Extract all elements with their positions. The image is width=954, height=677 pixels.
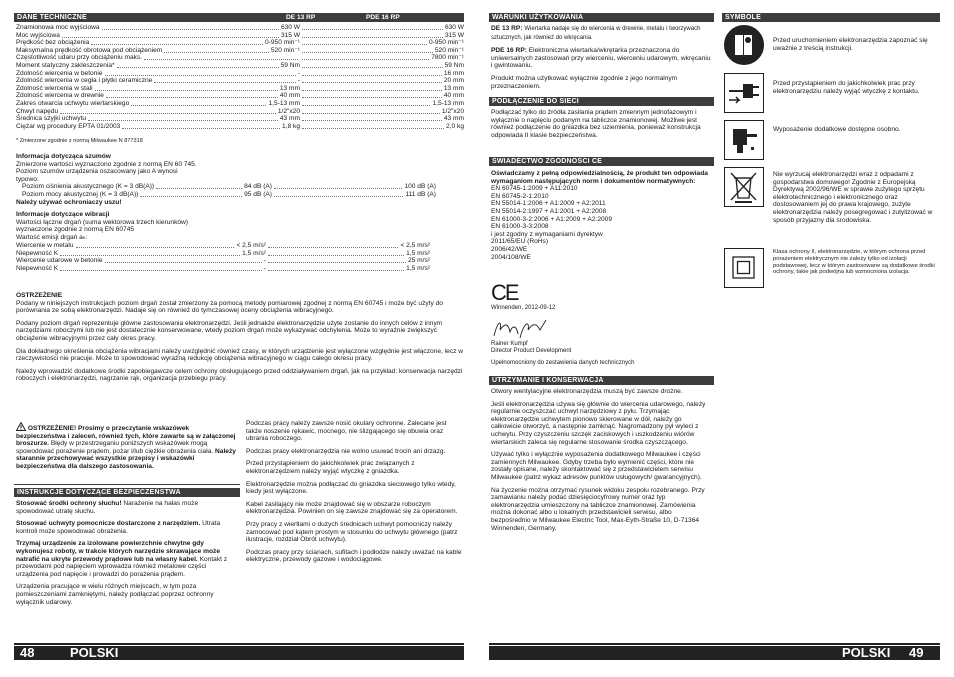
safety-instructions-continued	[246, 420, 464, 569]
row-label: Średnica szyjki uchwytu	[16, 115, 86, 123]
safety-warning-bold: OSTRZEŻENIE! Prosimy o przeczytanie wskazówek bezpieczeństwa i zaleceń, również tych, które zawarte są w załączonej broszurze.	[16, 425, 236, 448]
symbol-description: Nie wyrzucaj elektronarzędzi wraz z odpadami z gospodarstwa domowego! Zgodnie z Europejską Dyrektywą 2002/96/WE w sprawie zużytego sprzętu elektrotechnicznego i elektronicznego oraz dostosowaniem jej do prawa krajowego, zużyte elektronarzędzia należy posegregować i zutylizować w sposób przyjazny dla środowiska.	[773, 171, 933, 224]
row-label: Chwyt napędu	[16, 107, 59, 115]
vibration-table	[16, 242, 430, 272]
row-label: Ciężar wg procedury EPTA 01/2003	[16, 122, 121, 130]
table-row	[16, 77, 464, 85]
value-col1: 40 mm	[279, 92, 300, 100]
noise-title: Informacja dotycząca szumów	[16, 153, 111, 160]
footer-left	[14, 646, 464, 660]
dot-leader	[302, 124, 444, 129]
signatory-role: Director Product Development	[491, 348, 572, 354]
row-label: Maksymalna prędkość obrotowa pod obciążeniem	[16, 46, 163, 54]
value-col2: 13 mm	[443, 84, 464, 92]
value-col1: 13 mm	[279, 84, 300, 92]
list-item: EN 55014-1:2006 + A1:2009 + A2:2011	[491, 200, 606, 208]
row-label: Zdolność wiercenia w drewnie	[16, 92, 104, 100]
maintenance-text: Używać tylko i wyłącznie wyposażenia dodatkowego Milwaukee i części zamiennych Milwaukee. Gdyby trzeba było wymienić części, które nie zostały opisane, należy skontaktować się z przedstawicielem serwisu Milwaukee (patrz wykaz adresów punktów usługowych/ gwarancyjnych).	[491, 451, 702, 481]
warning-paragraph: Podany w niniejszych instrukcjach poziom drgań został zmierzony za pomocą metody pomiarowej zgodnej z normą EN 60745 i może być użyty do porównania ze sobą elektronarzędzi. Nadaje się on również do tymczasowej oceny obciążenia wibracyjnego.	[16, 299, 443, 315]
value-col1: 630 W	[280, 24, 300, 31]
value-col2: < 2,5 m/s²	[400, 242, 430, 249]
row-label: Zdolność wiercenia w betonie	[16, 69, 103, 77]
list-item: 2006/42/WE	[491, 245, 528, 253]
maintenance-text: Otwory wentylacyjne elektronarzędzia muszą być zawsze drożne.	[491, 388, 683, 395]
warning-title: OSTRZEŻENIE	[16, 292, 63, 299]
safety-text: Narażenie na hałas może spowodować utratę słuchu.	[16, 500, 199, 515]
row-label: Wiercenie w metalu	[16, 242, 74, 249]
safety-warning-box	[16, 422, 238, 471]
signatory-name: Rainer Kumpf	[491, 341, 528, 347]
safety-text: Utrata kontroli może spowodować obrażenia.	[16, 520, 221, 535]
safety-text: Elektronarzędzie można podłączać do gniazdka sieciowego tylko wtedy, kiedy jest wyłączone.	[246, 480, 456, 496]
table-row	[16, 115, 464, 123]
list-item: EN 60745-2-1:2010	[491, 192, 549, 200]
page-number: 48	[20, 645, 35, 660]
directives-list	[491, 231, 713, 261]
safety-instructions	[16, 500, 238, 611]
dot-leader	[302, 101, 430, 106]
footnote: * Zmierzone zgodnie z normą Milwaukee N 877318	[16, 138, 143, 144]
table-row	[16, 108, 464, 116]
noise-table	[22, 183, 436, 198]
noise-line: typowo:	[16, 175, 39, 183]
table-row	[16, 242, 430, 250]
table-row	[16, 24, 464, 32]
noise-section	[16, 153, 456, 183]
table-row	[16, 100, 464, 108]
safety-warning-text: Błędy w przestrzeganiu poniższych wskazówek mogą spowodować porażenie prądem, pożar i/lub ciężkie obrażenia ciała.	[16, 440, 214, 455]
value-col2: 25 m/s²	[408, 257, 430, 265]
dot-leader	[140, 192, 242, 197]
table-row	[16, 85, 464, 93]
section-header-safety: INSTRUKCJE DOTYCZĄCE BEZPIECZEŃSTWA	[14, 488, 240, 497]
list-item: EN 61000-3-2:2006 + A1:2009 + A2:2009	[491, 215, 612, 223]
row-label: Niepewność K	[16, 249, 59, 257]
noise-line: Zmierzone wartości wyznaczono zgodnie z normą EN 60 745.	[16, 160, 197, 168]
spec-table	[16, 24, 464, 130]
table-row	[16, 257, 430, 265]
table-row	[16, 70, 464, 78]
value-col1: -	[297, 69, 300, 77]
section-header-conditions: WARUNKI UŻYTKOWANIA	[489, 13, 714, 22]
dot-leader	[302, 78, 442, 83]
value-col2: 43 mm	[443, 115, 464, 123]
dot-leader	[274, 192, 403, 197]
model-label: PDE 16 RP:	[491, 47, 527, 55]
value-col2: 100 dB (A)	[404, 183, 436, 190]
dot-leader	[302, 109, 440, 114]
noise-line: Poziom szumów urządzenia oszacowany jako A wynosi	[16, 168, 178, 176]
dot-leader	[131, 101, 266, 106]
row-label: Prędkość bez obciążenia	[16, 39, 90, 47]
conditions-text: Wiertarka nadaje się do wiercenia w drewnie, metalu i tworzywach sztucznych, jak również do wkręcania.	[491, 26, 701, 41]
safety-text: Przy pracy z wiertłami o dużych średnicach uchwyt pomocniczy należy zamocować pod kątem prostym w stosunku do uchwytu głównego (patrz ilustracje, rozdział Obrót uchwytu).	[246, 520, 458, 544]
dot-leader	[268, 251, 404, 256]
dot-leader	[88, 116, 278, 121]
safety-text: Kabel zasilający nie może znajdować się w obszarze roboczym elektronarzędzia. Powinien on się zawsze znajdować się za operatorem.	[246, 500, 458, 516]
vibration-section	[16, 211, 456, 241]
footer-language: POLSKI	[70, 645, 119, 660]
table-row	[22, 183, 436, 191]
conformity-statement: Oświadczamy z pełną odpowiedzialnością, że produkt ten odpowiada wymaganiom następujących norm i dokumentów normatywnych:	[491, 170, 708, 185]
dot-leader	[60, 251, 240, 256]
value-col1: 1/2"x20	[277, 107, 300, 115]
safety-text: Urządzenia pracujące w wielu różnych miejscach, w tym poza pomieszczeniami zamkniętymi, należy podłączać poprzez ochronny wyłącznik udarowy.	[16, 583, 214, 606]
value-col2: 20 mm	[443, 77, 464, 85]
maintenance-text: Jeśli elektronarzędzia używa się głównie do wiercenia udarowego, należy regularnie oczyszczać uchwyt narzędziowy z pyłu. Trzymając elektronarzędzie uchwytem pionowo skierowane w dół, należy go całkowicie otworzyć, a następnie zamknąć. Nagromadzony pył wyleci z uchwytu. Przy czyszczeniu szczęk zaciskowych i uszkodzeniu wiórów wiertarskich zaleca się regularne stosowanie środka czyszczącego.	[491, 400, 706, 446]
ear-protection-note: Należy używać ochroniaczy uszu!	[16, 199, 122, 206]
safety-text: Podczas pracy należy zawsze nosić okulary ochronne. Zalecane jest także noszenie rękawic, mocnego, nie ślizgającego się obuwia oraz ubrania roboczego.	[246, 420, 447, 443]
dot-leader	[268, 266, 404, 271]
dot-leader	[302, 25, 443, 30]
class-ii-icon	[724, 248, 764, 288]
symbol-description: Wyposażenie dodatkowe dostępne osobno.	[773, 126, 901, 133]
maintenance-block	[491, 388, 713, 537]
standards-list	[491, 185, 713, 231]
footer-language: POLSKI	[842, 645, 891, 660]
unplug-icon	[724, 73, 764, 113]
value-col2: 630 W	[444, 24, 464, 31]
row-label: Zdolność wiercenia w cegła i płytki ceramiczne	[16, 77, 153, 85]
value-col2: 1/2"x20	[441, 107, 464, 115]
warning-triangle-icon	[16, 422, 26, 431]
section-header-technical-data: DANE TECHNICZNE	[14, 13, 464, 22]
table-row	[16, 47, 464, 55]
conditions-block	[491, 25, 713, 95]
table-row	[16, 39, 464, 47]
safety-text: Podczas pracy elektronarzędzia nie wolno usuwać trocin ani drzazg.	[246, 447, 446, 455]
row-label: Poziom mocy akustycznej (K = 3 dB(A))	[22, 190, 139, 198]
row-label: Zdolność wiercenia w stali	[16, 84, 93, 92]
conformity-block	[491, 170, 713, 261]
value-col1: 1,5-13 mm	[268, 99, 300, 107]
page-number: 49	[909, 645, 924, 660]
list-item: EN 55014-2:1997 + A1:2001 + A2:2008	[491, 207, 607, 215]
value-col2: 1,5 m/s²	[406, 264, 430, 272]
value-col1: 59 Nm	[280, 61, 300, 69]
section-header-symbols: SYMBOLE	[722, 13, 940, 22]
symbol-description: Przed uruchomieniem elektronarzędzia zapoznać się uważnie z treścią instrukcji.	[773, 37, 928, 52]
warning-paragraph: Należy wprowadzić dodatkowe środki zapobiegawcze celem ochrony obsługującego przed oddziaływaniem drgań, jak na przykład: konserwacja narzędzi roboczych i elektronarzędzi, nagrzanie rąk, organizacja przebiegu pracy.	[16, 367, 463, 383]
place-date: Winnenden, 2012-09-12	[491, 305, 556, 311]
footer-right	[489, 646, 940, 660]
dot-leader	[154, 78, 296, 83]
maintenance-text: Na życzenie można otrzymać rysunek widoku zespołu rozebranego. Przy zamawianiu należy podać dziesięciocyfrowy numer oraz typ elektronarzędzia umieszczony na tabliczce znamionowej. Zamówienia można dokonać albo u lokalnych przedstawicieli serwisu, albo bezpośrednio w Milwaukee Electric Tool, Max-Eyth-Straße 10, D-71364 Winnenden, Germany.	[491, 486, 705, 532]
rule	[14, 484, 240, 485]
section-header-conformity: ŚWIADECTWO ZGODNOŚCI CE	[489, 157, 714, 166]
dot-leader	[302, 55, 429, 60]
dot-leader	[302, 63, 443, 68]
value-col1: < 2,5 m/s²	[236, 242, 266, 249]
list-item: EN 60745-1:2009 + A11:2010	[491, 185, 578, 193]
safety-text: Przed przystąpieniem do jakichkolwiek prac związanych z elektronarzędziem należy wyjąć wtyczkę z gniazdka.	[246, 460, 415, 475]
value-col1: 520 min⁻¹	[270, 46, 300, 54]
list-item: EN 61000-3-3:2008	[491, 223, 549, 231]
value-col1: 1,8 kg	[282, 122, 300, 130]
value-col2: 111 dB (A)	[405, 190, 436, 198]
table-row	[16, 250, 430, 258]
value-col1: 43 mm	[279, 115, 300, 123]
value-col2: 7800 min⁻¹	[431, 54, 464, 62]
accessory-icon	[724, 120, 764, 160]
table-row	[16, 62, 464, 70]
dot-leader	[60, 266, 262, 271]
value-col2: 1,5-13 mm	[432, 99, 464, 107]
warning-paragraph: Dla dokładnego określenia obciążenia wibracjami należy uwzględnić również czasy, w których urządzenie jest wyłączone względnie jest włączone, lecz w rzeczywistości nie pracuje. Może to spowodować wyraźną redukcję obciążenia wibracyjnego w ciągu całego okresu pracy.	[16, 347, 464, 363]
value-col2: 520 min⁻¹	[434, 46, 464, 54]
value-col2: 0-950 min⁻¹	[429, 39, 464, 47]
value-col1: -	[263, 257, 266, 265]
dot-leader	[95, 86, 278, 91]
model-label: DE 13 RP:	[491, 25, 523, 32]
section-header-maintenance: UTRZYMANIE I KONSERWACJA	[489, 376, 714, 385]
dot-leader	[117, 63, 279, 68]
dot-leader	[156, 184, 242, 189]
value-col2: 40 mm	[443, 92, 464, 100]
value-col2: 16 mm	[443, 69, 464, 77]
safety-text: Kontakt z przewodami pod napięciem wprowadza również metalowe części urządzenia pod napięcie i prowadzi do porażenia prądem.	[16, 555, 228, 578]
authorization-note: Upełnomocniony do zestawienia danych technicznych	[491, 360, 635, 366]
safety-bold: Stosować uchwyty pomocnicze dostarczone z narzędziem.	[16, 520, 201, 528]
row-label: Niepewność K	[16, 264, 59, 272]
ce-mark: CE	[491, 280, 518, 305]
value-col2: 1,5 m/s²	[406, 249, 430, 257]
dot-leader	[144, 55, 298, 60]
vibration-title: Informacje dotyczące wibracji	[16, 211, 110, 218]
table-row	[16, 54, 464, 62]
dot-leader	[302, 116, 442, 121]
section-header-mains: PODŁĄCZENIE DO SIECI	[489, 97, 714, 106]
table-row	[16, 92, 464, 100]
row-label: Znamionowa moc wyjściowa	[16, 24, 100, 31]
value-col1: 84 dB (A)	[244, 183, 272, 190]
symbol-description: Klasa ochrony II, elektronarzędzie, w którym ochrona przed porażeniem elektrycznym nie zależy tylko od izolacji podstawowej, lecz w którym zastosowane są dodatkowe środki ochrony, takie jak podwójna lub wzmocniona izolacja.	[773, 249, 935, 276]
dot-leader	[164, 48, 269, 53]
conditions-text: Elektroniczna wiertarka/wkrętarka przeznaczona do uniwersalnych zastosowań przy wierceniu, wierceniu udarowym, wkręcaniu i gwintowaniu.	[491, 47, 711, 70]
value-col1: 0-950 min⁻¹	[265, 39, 300, 47]
vibration-line: wyznaczone zgodnie z normą EN 60745	[16, 226, 135, 234]
column-header-pde16: PDE 16 RP	[366, 14, 400, 21]
value-col2: 315 W	[444, 31, 464, 39]
row-label: Moment statyczny zakleszczenia*	[16, 61, 115, 69]
dot-leader	[91, 40, 263, 45]
vibration-line: Wartości łączne drgań (suma wektorowa trzech kierunków)	[16, 218, 188, 226]
conditions-text: Produkt można użytkować wyłącznie zgodnie z jego normalnym przeznaczeniem.	[491, 74, 678, 90]
dot-leader	[302, 93, 442, 98]
value-col2: 59 Nm	[444, 61, 464, 69]
dot-leader	[105, 258, 262, 263]
dot-leader	[106, 93, 278, 98]
value-col1: -	[297, 77, 300, 85]
table-row	[16, 32, 464, 40]
dot-leader	[302, 40, 427, 45]
row-label: Poziom ciśnienia akustycznego (K = 3 dB(A))	[22, 183, 155, 190]
warning-paragraph: Podany poziom drgań reprezentuje główne zastosowania elektronarzędzi. Jeśli jednakże elektronarzędzie użyte zostanie do innych celów z innym narzędziami roboczymi lub nie jest dostatecznie konserwowane, wtedy poziom drgań może wykazywać odchylenia. Może to wyraźnie zwiększyć obciążenie wibracyjnymi przez cały okres pracy.	[16, 319, 443, 342]
row-label: Częstotliwość udaru przy obciążeniu maks.	[16, 54, 143, 62]
dot-leader	[60, 109, 276, 114]
value-col1: 315 W	[280, 31, 300, 39]
mains-text: Podłączać tylko do źródła zasilania prądem zmiennym jednofazowym i wyłącznie o napięciu podanym na tabliczce znamionowej. Możliwe jest również podłączenie do gniazdka bez uziemienia, ponieważ konstrukcja odpowiada II klasie bezpieczeństwa.	[491, 109, 701, 139]
safety-bold: Stosować środki ochrony słuchu!	[16, 500, 122, 507]
safety-keep-instructions: Należy starannie przechowywać wszystkie przepisy i wskazówki bezpieczeństwa dla dalszego zastosowania.	[16, 447, 236, 470]
dot-leader	[302, 33, 443, 38]
column-header-de13: DE 13 RP	[286, 14, 316, 21]
row-label: Moc wyjściowa	[16, 31, 60, 39]
value-col1: -	[263, 264, 266, 272]
row-label: Wiercenie udarowe w betonie	[16, 257, 103, 265]
list-item: i jest zgodny z wymaganiami dyrektyw	[491, 230, 603, 238]
dot-leader	[62, 33, 279, 38]
dot-leader	[302, 71, 442, 76]
dot-leader	[268, 258, 406, 263]
row-label: Zakres otwarcia uchwytu wiertarskiego	[16, 99, 130, 107]
dot-leader	[302, 48, 433, 53]
list-item: 2011/65/EU (RoHs)	[491, 238, 549, 246]
safety-bold: Trzymaj urządzenie za izolowane powierzchnie chwytne gdy wykonujesz roboty, w trakcie których narzędzie skrawające może natrafić na ukryte przewody prądowe lub na własny kabel.	[16, 540, 220, 563]
weee-bin-icon	[724, 167, 764, 207]
vibration-line: Wartość emisji drgań aₕ:	[16, 233, 88, 241]
value-col1: 1,5 m/s²	[242, 249, 266, 257]
dot-leader	[274, 184, 402, 189]
dot-leader	[302, 86, 442, 91]
safety-text: Podczas pracy przy ścianach, sufitach i podłodze należy uważać na kable elektryczne, przewody gazowe i wodociągowe.	[246, 548, 462, 564]
table-row	[22, 191, 436, 199]
value-col1: 95 dB (A)	[244, 190, 272, 198]
list-item: 2004/108/WE	[491, 253, 531, 261]
read-manual-icon	[724, 25, 764, 65]
dot-leader	[105, 71, 296, 76]
dot-leader	[268, 243, 398, 248]
value-col2: 2,0 kg	[446, 122, 464, 130]
warning-block	[16, 292, 464, 388]
symbol-description: Przed przystąpieniem do jakichkolwiek prac przy elektronarzędziu należy wyjąć wtyczkę z kontaktu.	[773, 80, 920, 95]
dot-leader	[102, 25, 279, 30]
dot-leader	[76, 243, 234, 248]
table-row	[16, 265, 430, 273]
dot-leader	[122, 124, 280, 129]
table-row	[16, 123, 464, 131]
